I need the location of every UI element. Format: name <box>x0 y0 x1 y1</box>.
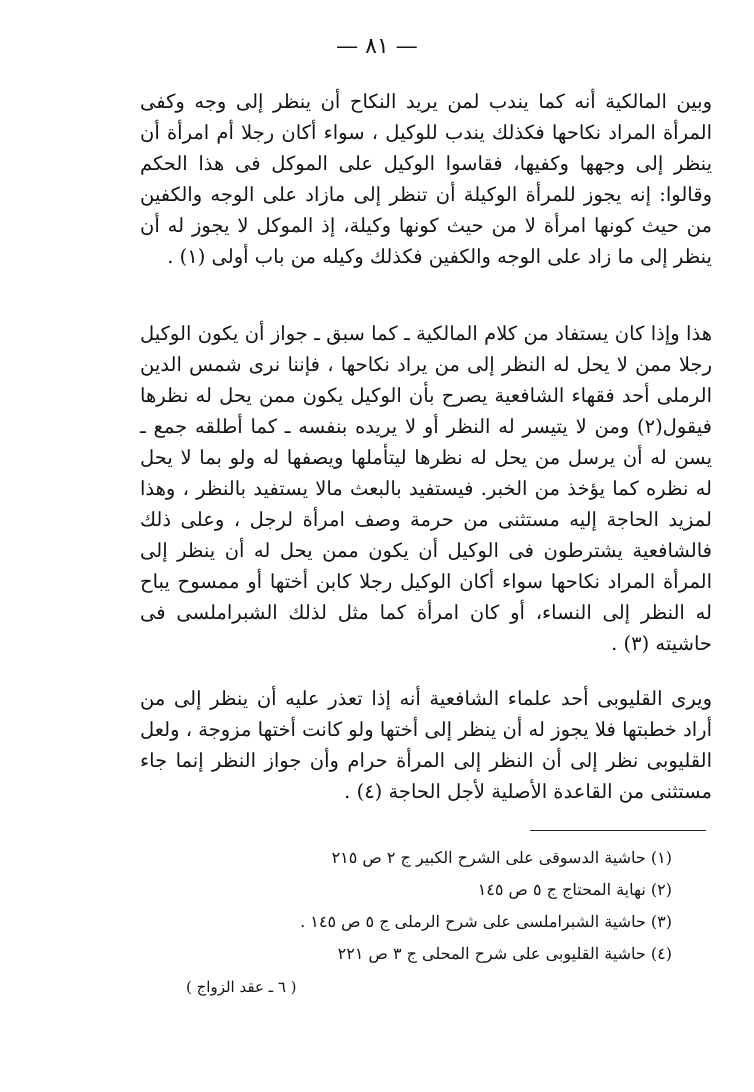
footnote-divider <box>530 830 706 831</box>
paragraph-3: ويرى القليوبى أحد علماء الشافعية أنه إذا تعذر عليه أن ينظر إلى من أراد خطبتها فلا يجوز له أن ينظر إلى أختها ولو كانت أختها مزوجة ، ولعل القليوبى نظر إلى أن النظر إلى المرأة حرام وأن جواز النظر إنما جاء مستثنى من القاعدة الأصلية لأجل الحاجة (٤) . <box>140 687 712 803</box>
footnotes <box>300 842 672 970</box>
signature-mark: ( ٦ ـ عقد الزواج ) <box>186 978 297 996</box>
footnote-3: (٣) حاشية الشبراملسى على شرح الرملى ج ٥ ص ١٤٥ . <box>300 912 672 931</box>
paragraph-1: وبين المالكية أنه كما يندب لمن يريد النكاح أن ينظر إلى وجه وكفى المرأة المراد نكاحها فكذلك يندب للوكيل ، سواء أكان رجلا أم امرأة أن ينظر إلى وجهها وكفيها، فقاسوا الوكيل على الموكل فى هذا الحكم وقالوا: إنه يجوز للمرأة الوكيلة أن تنظر إلى مازاد على الوجه والكفين من حيث كونها امرأة لا من حيث كونها وكيلة، إذ الموكل لا يجوز له أن ينظر إلى ما زاد على الوجه والكفين فكذلك وكيله من باب أولى (١) . <box>140 90 712 268</box>
footnote-4: (٤) حاشية القليوبى على شرح المحلى ج ٣ ص ٢٢١ <box>337 944 672 963</box>
page-number: — ٨١ — <box>336 34 418 59</box>
paragraph-2: هذا وإذا كان يستفاد من كلام المالكية ـ كما سبق ـ جواز أن يكون الوكيل رجلا ممن لا يحل له النظر إلى من يراد نكاحها ، فإننا نرى شمس الدين الرملى أحد فقهاء الشافعية يصرح بأن الوكيل يكون ممن يحل له نظرها فيقول(٢) ومن لا يتيسر له النظر أو لا يريده بنفسه ـ كما أطلقه جمع ـ يسن له أن يرسل من يحل له نظرها ليتأملها ويصفها له ولو بما لا يحل له نظره كما يؤخذ من الخبر. فيستفيد بالبعث مالا يستفيد بالنظر ، وهذا لمزيد الحاجة إليه مستثنى من حرمة وصف امرأة لرجل ، وعلى ذلك فالشافعية يشترطون فى الوكيل أن يكون ممن يحل له أن ينظر إلى المرأة المراد نكاحها سواء أكان الوكيل رجلا كابن أختها أو ممسوح يباح له النظر إلى النساء، أو كان امرأة كما مثل لذلك الشبراملسى فى حاشيته (٣) . <box>140 322 712 655</box>
footnote-1: (١) حاشية الدسوقى على الشرح الكبير ج ٢ ص ٢١٥ <box>331 848 672 867</box>
footnote-2: (٢) نهاية المحتاج ج ٥ ص ١٤٥ <box>477 880 672 899</box>
